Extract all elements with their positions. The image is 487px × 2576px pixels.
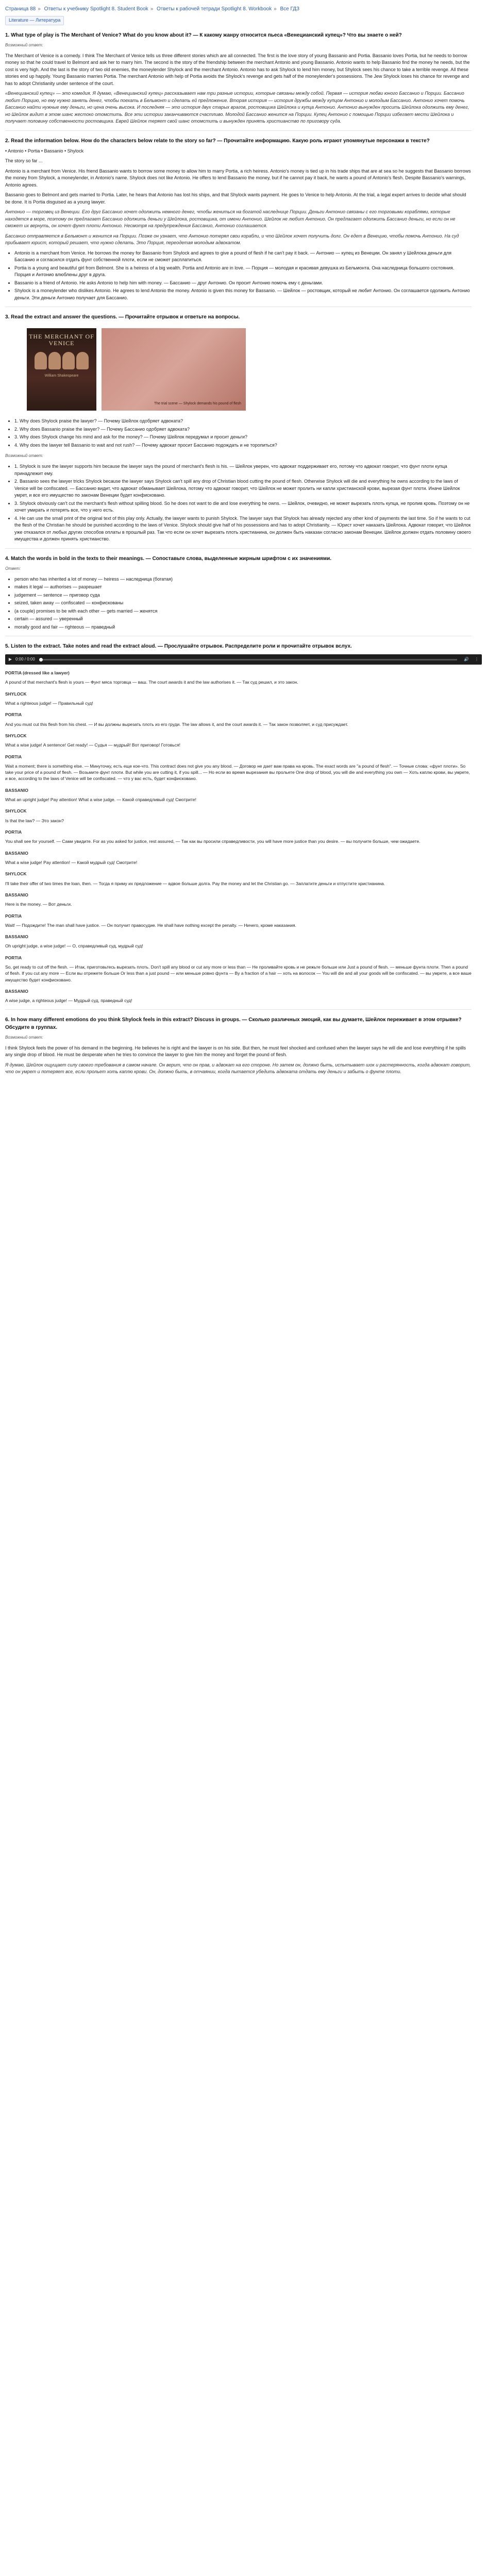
list-item: • makes it legal — authorises — разрешает	[14, 584, 472, 591]
list-item: • judgement — sentence — приговор суда	[14, 592, 472, 599]
poster-faces	[35, 352, 89, 369]
audio-player[interactable]	[5, 654, 482, 665]
audio-time: 0:00 / 0:00	[15, 657, 35, 662]
face-icon	[76, 352, 89, 369]
speaker-label: PORTIA	[5, 712, 22, 718]
speaker-label: PORTIA (dressed like a lawyer)	[5, 670, 70, 675]
speaker-label: SHYLOCK	[5, 871, 27, 877]
scene-photo	[102, 328, 246, 411]
question-4-meta: Ответ:	[5, 566, 21, 571]
question-6-answer-ru: Я думаю, Шейлок ощущает силу своего требования в самом начале. Он верит, что он прав, и адвокат на его стороне. Но затем он, должно быть, испытывает шок и растерянность, когда адвокат говорит, что он умрет и потеряет все, если прольет хоть каплю крови. Он, должно быть, в отчаянии, когда пытается убедить адвоката отдать ему деньги и забыть о фунте плоти.	[5, 1062, 471, 1075]
speaker-label: BASSANIO	[5, 787, 28, 793]
speaker-line: You shall see for yourself. — Сами увидите. For as you asked for justice, rest assured, — Так как вы просили справедливости, you will have more justice than you desire. — вы получите больше, чем ожидаете.	[5, 839, 421, 844]
list-item: • 2. Bassanio sees the lawyer tricks Shylock because the lawyer says Shylock can't spill any drop of Christian blood cutting the pound of flesh. Otherwise Shylock will die and everything he owns according to the laws of Venice will be confiscated. — Бассанио видит, что адвокат обманывает Шейлока, потому что адвокат говорит, что Шейлок не может пролить ни капли христианской крови, вырезая фунт плоти. Иначе Шейлок умрет, и все его имущество по законам Венеции будет конфисковано.	[14, 478, 472, 499]
list-item: • person who has inherited a lot of money — heiress — наследница (богатая)	[14, 576, 472, 583]
divider	[5, 130, 472, 131]
script	[5, 670, 472, 1004]
list-item: • 1. Why does Shylock praise the lawyer? — Почему Шейлок одобряет адвоката?	[14, 418, 472, 425]
question-5-title: 5. Listen to the extract. Take notes and read the extract aloud. — Прослушайте отрывок. Распределите роли и прочитайте отрывок вслух.	[5, 643, 352, 649]
speaker-label: BASSANIO	[5, 989, 28, 994]
speaker-line: Here is the money. — Вот деньги.	[5, 902, 72, 907]
list-item: • certain — assured — уверенный	[14, 616, 472, 623]
speaker-label: SHYLOCK	[5, 808, 27, 814]
question-2-ru-2: Бассанио отправляется в Бельмонт и женится на Порции. Позже он узнает, что Антонио потерял свои корабли, и что Шейлок хочет получить долг. Он едет в Венецию, чтобы помочь Антонио. На суд прибывает юрист, который решает, что нужно сделать. Это Порция, переодетая молодым адвокатом.	[5, 233, 459, 245]
question-2-sub: The story so far ...	[5, 158, 43, 163]
list-item: • 3. Why does Shylock change his mind and ask for the money? — Почему Шейлок передумал и просит деньги?	[14, 434, 472, 441]
page-end-spacer	[5, 1079, 472, 1087]
question-2-bullets	[14, 250, 472, 302]
list-item: • 3. Shylock obviously can't cut the merchant's flesh without spilling blood. So he does not want to die and lose everything he owns. — Шейлок, очевидно, не может вырезать плоть купца, не пролив кровь. Поэтому он не хочет умирать и потерять все, что у него есть.	[14, 500, 472, 514]
speaker-line: A wise judge, a righteous judge! — Мудрый суд, праведный суд!	[5, 998, 132, 1004]
speaker-label: BASSANIO	[5, 850, 28, 856]
tag-pill[interactable]: Literature — Литература	[5, 16, 64, 25]
breadcrumb-item-page[interactable]: Страница 88	[5, 6, 36, 12]
question-6-answer-en: I think Shylock feels the power of his demand in the beginning. He believes he is right and the lawyer is on his side. But then, he must feel shocked and confused when the lawyer says he will die and lose everything if he spills any single drop of blood. He must be desperate when he tries to convince the lawyer to give him the money and forget the pound of flesh.	[5, 1045, 466, 1058]
speaker-line: Wait! — Подождите! The man shall have justice. — Он получит правосудие. He shall have nothing except the penalty. — Ничего, кроме наказания.	[5, 922, 296, 928]
face-icon	[48, 352, 61, 369]
speaker-line: Wait a moment; there is something else. — Минуточку, есть еще кое-что. This contract does not give you any blood. — Договор не дает вам права на кровь. The exact words are "a pound of flesh". — Точные слова: «фунт плоти». So take your price of a pound of flesh. — Возьмите фунт плоти. But while you are cutting it, if you spill... — Но если во время вырезания вы прольете One drop of blood, you will die and everything you own — Хоть каплю крови, вы умрете, и все, according to the laws of Venice will be confiscated. — что у вас есть, будет конфисковано.	[5, 763, 470, 782]
question-1-answer-en: The Merchant of Venice is a comedy. I think The Merchant of Venice tells us three different stories which are all connected. The first is the love story of young Bassanio and Portia. Bassanio loves Portia, but he needs to borrow money so that he could travel to Belmont and ask her to marry him. The second is the story of the friendship between the merchant Antonio and young Bassanio. Antonio wants to help Bassanio find the money he needs, but the cost is very high. And the last is the story of two old enemies, the moneylender Shylock and the merchant Antonio. Antonio has to ask Shylock to lend him money, but Shylock sees his chance to take a terrible revenge. All these stories end up happily. Young Bassanio marries Portia. The merchant Antonio with help of Portia avoids the Shylock's revenge and gets half of the moneylender's possessions. The Jew Shylock loses his chance for revenge and has to adopt Christianity under sentence of the court.	[5, 53, 470, 86]
question-3-title: 3. Read the extract and answer the questions. — Прочитайте отрывок и ответьте на вопросы.	[5, 314, 240, 320]
divider	[5, 1009, 472, 1010]
speaker-line: What an upright judge! Pay attention! What a wise judge. — Какой справедливый суд! Смотрите!	[5, 797, 196, 803]
speaker-line: And you must cut this flesh from his chest. — И вы должны вырезать плоть из его груди. The law allows it, and the court awards it. — Так закон позволяет, и суд присуждает.	[5, 721, 348, 727]
play-icon[interactable]: ▶	[8, 657, 12, 662]
page	[0, 0, 477, 1090]
list-item: • 4. Why does the lawyer tell Bassanio to wait and not rush? — Почему адвокат просит Бассанио подождать и не торопиться?	[14, 442, 472, 449]
question-4-title: 4. Match the words in bold in the texts to their meanings. — Сопоставьте слова, выделенные жирным шрифтом с их значениями.	[5, 555, 332, 562]
question-3-questions	[14, 418, 472, 449]
speaker-line: What a wise judge! Pay attention! — Какой мудрый суд! Смотрите!	[5, 859, 138, 865]
speaker-label: PORTIA	[5, 913, 22, 919]
question-2-en-2: Bassanio goes to Belmont and gets married to Portia. Later, he hears that Antonio has lost his ships, and that Shylock wants payment. He goes to Venice to help Antonio. At the trial, a legal expert arrives to decide what should be done. It is Portia disguised as a young lawyer.	[5, 192, 466, 205]
speaker-line: Is that the law? — Это закон?	[5, 818, 64, 823]
speaker-label: BASSANIO	[5, 892, 28, 897]
breadcrumb-item-workbook[interactable]: Ответы к рабочей тетради Spotlight 8. Workbook	[157, 6, 272, 12]
poster-caption: William Shakespeare	[44, 374, 79, 378]
speaker-label: PORTIA	[5, 955, 22, 960]
speaker-line: I'll take their offer of two times the loan, then. — Тогда я приму их предложение — вдвое больше долга. Pay the money and let the Christian go. — Заплатите деньги и отпустите христианина.	[5, 880, 385, 886]
speaker-line: A pound of that merchant's flesh is yours — Фунт мяса торговца — ваш. The court awards it and the law authorises it. — Так суд решил, и это закон.	[5, 680, 298, 685]
poster-image	[27, 328, 96, 411]
list-item: • (a couple) promises to be with each other — gets married — женятся	[14, 608, 472, 615]
question-6-meta: Возможный ответ:	[5, 1035, 43, 1040]
question-6-title: 6. In how many different emotions do you think Shylock feels in this extract? Discuss in groups. — Сколько различных эмоций, как вы думаете, Шейлок переживает в этом отрывке? Обсудите в группах.	[5, 1016, 462, 1030]
tagline	[5, 16, 472, 25]
speaker-label: SHYLOCK	[5, 691, 27, 697]
breadcrumb-item-student-book[interactable]: Ответы к учебнику Spotlight 8. Student Book	[44, 6, 148, 12]
list-item: • Shylock is a moneylender who dislikes Antonio. He agrees to lend Antonio the money. Antonio is given this money for Bassanio. — Шейлок — ростовщик, который не любит Антонио. Он соглашается одолжить Антонио деньги. Эти деньги Антонио получает для Бассанио.	[14, 287, 472, 301]
question-3-answers	[14, 463, 472, 543]
question-1-meta: Возможный ответ:	[5, 42, 43, 47]
question-1-title: 1. What type of play is The Merchant of Venice? What do you know about it? — К какому жанру относится пьеса «Венецианский купец»? Что вы знаете о ней?	[5, 32, 402, 38]
speaker-line: Oh upright judge, a wise judge! — О, справедливый суд, мудрый суд!	[5, 943, 143, 949]
speaker-line: What a wise judge! A sentence! Get ready! — Судья — мудрый! Вот приговор! Готовься!	[5, 742, 180, 748]
list-item: • morally good and fair — righteous — праведный	[14, 624, 472, 631]
breadcrumb: Страница 88 » Ответы к учебнику Spotlight 8. Student Book » Ответы к рабочей тетради Spotlight 8. Workbook » Все ГДЗ	[5, 6, 300, 12]
list-item: • 1. Shylock is sure the lawyer supports him because the lawyer says the pound of merchant's flesh is his. — Шейлок уверен, что адвокат поддерживает его, потому что адвокат говорит, что фунт плоти купца принадлежит ему.	[14, 463, 472, 477]
list-item: • seized, taken away — confiscated — конфискованы	[14, 600, 472, 607]
divider	[5, 548, 472, 549]
list-item: • Antonio is a merchant from Venice. He borrows the money for Bassanio from Shylock and agrees to give a pound of flesh if he can't pay it back. — Антонио — купец из Венеции. Он занял у Шейлока деньги для Бассанио и согласился отдать фунт собственной плоти, если не сможет расплатиться.	[14, 250, 472, 264]
question-3-meta: Возможный ответ:	[5, 453, 43, 458]
face-icon	[62, 352, 75, 369]
list-item: • Bassanio is a friend of Antonio. He asks Antonio to help him with money. — Бассанио — друг Антонио. Он просит Антонио помочь ему с деньгами.	[14, 280, 472, 287]
question-2-en-1: Antonio is a merchant from Venice. His friend Bassanio wants to borrow some money to allow him to marry Portia, a rich heiress. Antonio's money is tied up in his trade ships that are at sea so he suggests that Bassanio borrows the money from Shylock, a moneylender, in Antonio's name. Shylock does not like Antonio. He offers to lend Bassanio the money, but if he cannot pay it back, he wants a pound of Antonio's flesh. Despite Bassanio's warnings, Antonio agrees.	[5, 168, 471, 188]
speaker-line: What a righteous judge! — Правильный суд!	[5, 700, 93, 706]
list-item: • 2. Why does Bassanio praise the lawyer? — Почему Бассанио одобряет адвоката?	[14, 426, 472, 433]
speaker-line: So, get ready to cut off the flesh. — Итак, приготовьтесь вырезать плоть. Don't spill any blood or cut any more or less than — Не проливайте кровь и не режьте больше или Just a pound of flesh. — меньше фунта плоти. Then a pound of flesh. If you cut any more — Если вы отрежете больше Or less than a just pound — или меньше ровно фунта — By a fraction of a hair — хоть на волосок — You will die and all your goods will be confiscated. — вы умрете, а все ваше имущество будет конфисковано.	[5, 964, 472, 982]
question-1-answer-ru: «Венецианский купец» — это комедия. Я думаю, «Венецианский купец» рассказывает нам три разные истории, которые связаны между собой. Первая — история любви юного Бассанио и Порции. Бассанио любит Порцию, но ему нужно занять денег, чтобы поехать в Бельмонт и сделать ей предложение. Вторая история — история дружбы между купцом Антонио и молодым Бассанио. Антонио хочет помочь Бассанио найти нужные ему деньги, но цена очень высока. И последняя — это история двух старых врагов, ростовщика Шейлока и купца Антонио. Антонио вынужден просить Шейлока одолжить ему денег, но Шейлок видит в этом шанс жестоко отомстить. Все эти истории заканчиваются счастливо. Молодой Бассанио женится на Порции. Купец Антонио с помощью Порции избегает мести Шейлока и получает половину собственности ростовщика. Еврей Шейлок теряет свой шанс отомстить и вынужден принять христианство по приговору суда.	[5, 91, 469, 124]
volume-icon[interactable]: 🔊	[464, 657, 469, 662]
speaker-label: PORTIA	[5, 754, 22, 759]
question-2-ru-1: Антонио — торговец из Венеции. Его друг Бассанио хочет одолжить немного денег, чтобы жениться на богатой наследнице Порции. Деньги Антонио связаны с его торговыми кораблями, которые находятся в море, поэтому он предлагает Бассанио одолжить деньги у Шейлока, ростовщика, от имени Антонио. Шейлок не любит Антонио. Он предлагает одолжить Бассанио деньги, но если он не сможет их вернуть, он хочет фунт плоти Антонио. Несмотря на предупреждения Бассанио, Антонио соглашается.	[5, 209, 456, 228]
list-item: • 4. He can use the small print of the original text of this play only. Actually, the lawyer wants to punish Shylock. The lawyer says that Shylock has already rejected any other kind of payments the last time. So if he wants to cut the flesh of the Christian he should be punished according to the laws of Venice. Shylock should give half of his possessions and has to adopt Christianity. — Юрист хочет наказать Шейлока. Адвокат говорит, что Шейлок уже отказался от любых других способов оплаты в прошлый раз. Так что если он хочет вырезать плоть христианина, он должен быть наказан согласно законам Венеции. Шейлок должен отдать половину своего имущества и должен принять христианство.	[14, 515, 472, 543]
question-2-title: 2. Read the information below. How do the characters below relate to the story so far? — Прочитайте информацию. Какую роль играют упомянутые персонажи в тексте?	[5, 138, 430, 144]
poster-title: THE MERCHANT OF VENICE	[29, 333, 94, 347]
audio-progress[interactable]	[39, 659, 457, 660]
more-icon[interactable]: ⋮	[475, 657, 479, 662]
scene-photo-caption: The trial scene — Shylock demands his pound of flesh	[154, 401, 241, 405]
speaker-label: SHYLOCK	[5, 733, 27, 738]
list-item: • Portia is a young and beautiful girl from Belmont. She is a heiress of a big wealth. Portia and Antonio are in love. — Порция — молодая и красивая девушка из Бельмонта. Она наследница большого состояния. Порция и Антонио влюблены друг в друга.	[14, 265, 472, 279]
question-2-list: • Antonio • Portia • Bassanio • Shylock	[5, 148, 84, 154]
speaker-label: PORTIA	[5, 829, 22, 835]
illustrations-row	[5, 324, 472, 415]
question-4-items	[14, 576, 472, 631]
breadcrumb-item-all[interactable]: Все ГДЗ	[280, 6, 300, 12]
speaker-label: BASSANIO	[5, 934, 28, 940]
face-icon	[35, 352, 47, 369]
